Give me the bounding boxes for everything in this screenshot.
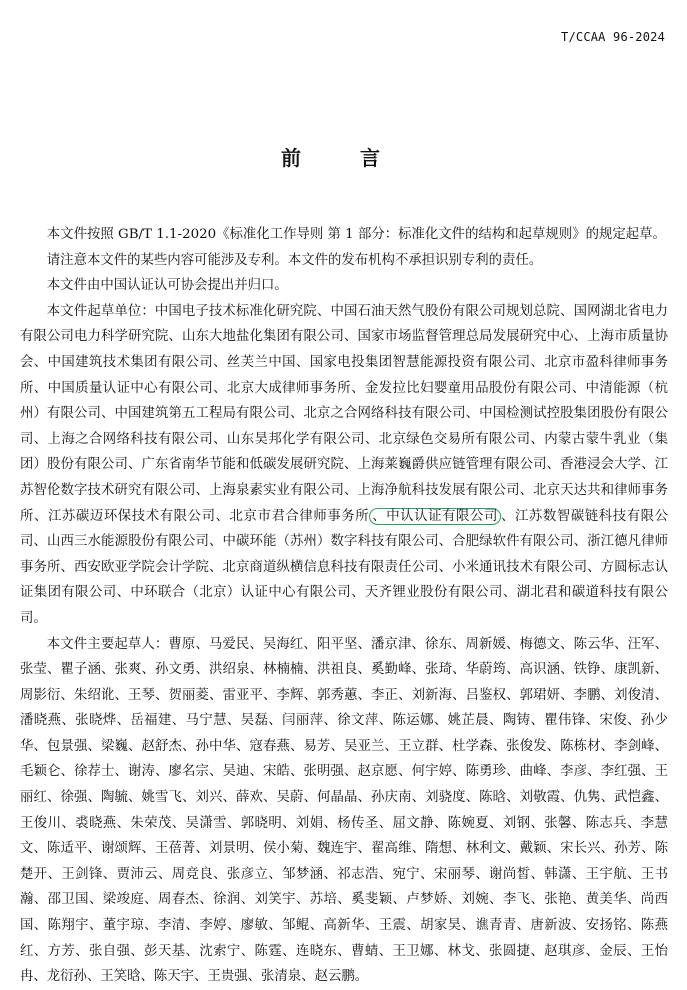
page-title: 前 言 [281,146,406,170]
paragraph-drafters: 本文件主要起草人：曹原、马爱民、吴海红、阳平坚、潘京津、徐东、周新媛、梅德文、陈云华、汪军、张莹、瞿子涵、张爽、孙文勇、洪绍泉、林楠楠、洪祖良、奚勤峰、张琦、华蔚筠、高识涵、铁铮、康凯新、周影衍、朱绍讹、王琴、贺丽菱、雷亚平、李辉、郭秀蕙、李正、刘新海、吕鉴权、郭珺妍、李鹏、刘俊清、潘晓燕、张晓烨、岳福建、马宁慧、吴磊、闫丽萍、徐文萍、陈运娜、姚芷晨、陶铸、瞿伟锋、宋俊、孙少华、包景强、梁巍、赵舒杰、孙中华、寇春燕、易芳、吴亚兰、王立群、杜学森、张俊发、陈栋材、李剑峰、毛颖仑、徐荐士、谢涛、廖名宗、吴迪、宋皓、张明强、赵京愿、何宇婷、陈勇珍、曲峰、李彦、李红强、王丽红、徐强、陶毓、姚雪飞、刘兴、薛欢、吴蔚、何晶晶、孙庆南、刘骁度、陈晗、刘敬霞、仇隽、武恺鑫、王俊川、裘晓燕、朱荣茂、吴潇雪、郭晓明、刘娟、杨传圣、屈文静、陈婉夏、刘钢、张馨、陈志兵、李慧文、陈适平、谢颂辉、王蓓菁、刘景明、侯小菊、魏连宇、翟高维、隋想、林利文、戴颖、宋长兴、孙芳、陈楚开、王剑锋、贾沛云、周竞良、张彦立、邹梦涵、祁志浩、宛宁、宋丽琴、谢尚皙、韩潇、王宇航、王书瀚、邵卫国、梁竣庭、周春杰、徐润、刘笑宇、苏培、奚斐颖、卢梦娇、刘婉、李飞、张艳、黄美华、尚西国、陈翔宇、董宇琼、李清、李婷、廖敏、邹鲲、高新华、王震、胡家昊、谯青青、唐新波、安扬铭、陈燕红、方芳、张自强、彭天基、沈索宁、陈霆、连晓东、曹蜻、王卫娜、林戈、张圆捷、赵琪彦、金辰、王怡冉、龙衍孙、王笑晗、陈天宇、王贵强、张清泉、赵云鹏。 [20,636,668,985]
drafting-units-text-b: 、江苏数智碳链科技有限公司、山西三水能源股份有限公司、中碳环能（苏州）数字科技有限公司、合肥绿软件有限公司、浙江德凡律师事务所、西安欧亚学院会计学院、北京商道纵横信息科技有限责任公司、小米通讯技术有限公司、方圆标志认证集团有限公司、中环联合（北京）认证中心有限公司、天齐锂业股份有限公司、湖北君和碳道科技有限公司。 [20,508,669,626]
document-code: T/CCAA 96-2024 [561,30,665,44]
paragraph-drafting-units [20,299,668,632]
paragraph-patent-notice: 请注意本文件的某些内容可能涉及专利。本文件的发布机构不承担识别专利的责任。 [46,252,543,268]
document-body [20,222,668,990]
paragraph-proposer: 本文件由中国认证认可协会提出并归口。 [46,278,288,294]
highlighted-organization: 、中认认证有限公司 [369,508,501,525]
paragraph-drafting-rules: 本文件按照 GB/T 1.1-2020《标准化工作导则 第 1 部分：标准化文件的结构和起草规则》的规定起草。 [46,227,666,242]
drafting-units-text-a: 本文件起草单位：中国电子技术标准化研究院、中国石油天然气股份有限公司规划总院、国网湖北省电力有限公司电力科学研究院、山东大地盐化集团有限公司、国家市场监督管理总局发展研究中心、上海市质量协会、中国建筑技术集团有限公司、丝芙兰中国、国家电投集团智慧能源投资有限公司、北京市盈科律师事务所、中国质量认证中心有限公司、北京大成律师事务所、金发拉比妇婴童用品股份有限公司、中清能源（杭州）有限公司、中国建筑第五工程局有限公司、北京之合网络科技有限公司、中国检测试控股集团股份有限公司、上海之合网络科技有限公司、山东昊邦化学有限公司、北京绿色交易所有限公司、内蒙古蒙牛乳业（集团）股份有限公司、广东省南华节能和低碳发展研究院、上海莱巍爵供应链管理有限公司、香港浸会大学、江苏智伦数字技术研究有限公司、上海泉素实业有限公司、上海净航科技发展有限公司、北京天达共和律师事务所、江苏碳迈环保技术有限公司、北京市君合律师事务所 [20,303,668,524]
